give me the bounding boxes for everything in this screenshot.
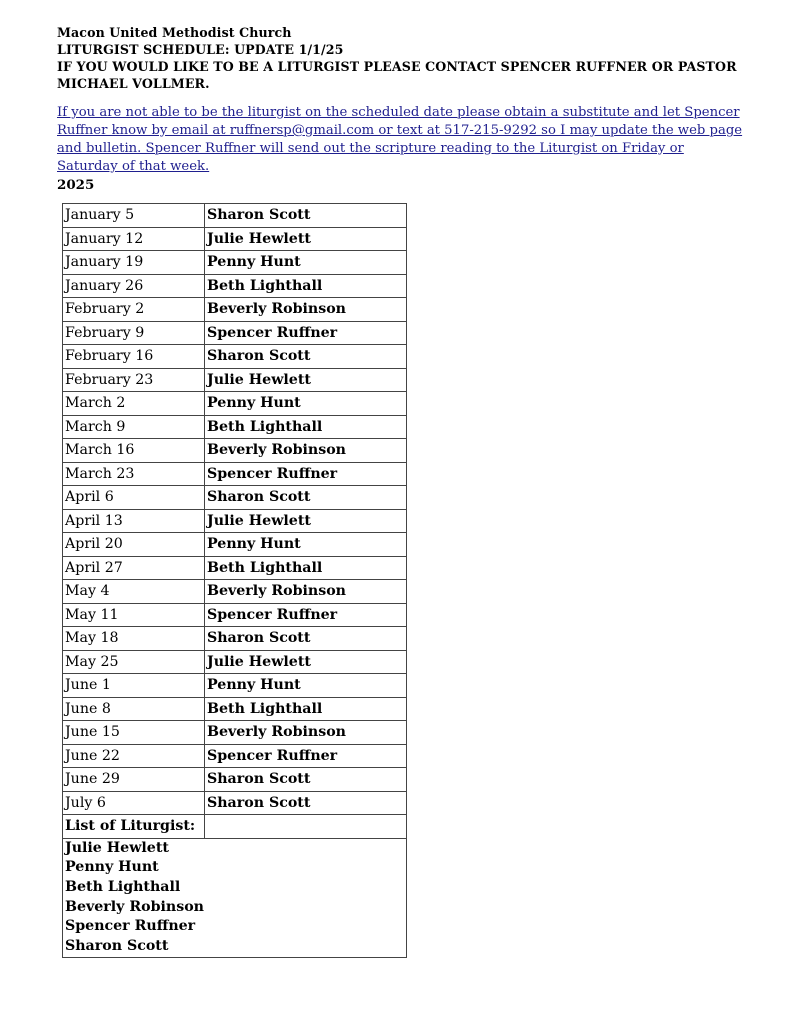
schedule-row (63, 603, 407, 627)
schedule-liturgist-cell: Sharon Scott (205, 204, 407, 228)
schedule-liturgist-cell: Sharon Scott (205, 768, 407, 792)
schedule-date-cell: July 6 (63, 791, 205, 815)
church-name: Macon United Methodist Church (57, 25, 292, 40)
schedule-liturgist-cell: Beverly Robinson (205, 298, 407, 322)
schedule-row (63, 556, 407, 580)
schedule-row (63, 674, 407, 698)
substitute-notice[interactable]: If you are not able to be the liturgist on the scheduled date please obtain a substitute and let Spencer Ruffner know by email at ruffnersp@gmail.com or text at 517-215-9292 so I may update the web page and bulletin. Spencer Ruffner will send out the scripture reading to the Liturgist on Friday or Saturday of that week. (57, 105, 743, 174)
liturgist-list-item: Julie Hewlett (65, 839, 169, 856)
schedule-liturgist-cell: Spencer Ruffner (205, 603, 407, 627)
schedule-title: LITURGIST SCHEDULE: UPDATE 1/1/25 (57, 42, 344, 57)
schedule-date-cell: April 13 (63, 509, 205, 533)
schedule-liturgist-cell: Penny Hunt (205, 674, 407, 698)
schedule-table-body (63, 204, 407, 815)
schedule-liturgist-cell: Beth Lighthall (205, 415, 407, 439)
schedule-row (63, 274, 407, 298)
schedule-row (63, 744, 407, 768)
schedule-liturgist-cell: Penny Hunt (205, 533, 407, 557)
liturgist-list-header-row (63, 815, 407, 839)
schedule-date-cell: January 26 (63, 274, 205, 298)
schedule-date-cell: February 2 (63, 298, 205, 322)
schedule-date-cell: May 4 (63, 580, 205, 604)
schedule-date-cell: April 6 (63, 486, 205, 510)
schedule-date-cell: May 18 (63, 627, 205, 651)
liturgist-list-cell (63, 838, 407, 957)
liturgist-list-row (63, 838, 407, 957)
contact-line: IF YOU WOULD LIKE TO BE A LITURGIST PLEASE CONTACT SPENCER RUFFNER OR PASTOR MICHAEL VOLLMER. (57, 59, 737, 91)
schedule-date-cell: May 25 (63, 650, 205, 674)
schedule-date-cell: January 12 (63, 227, 205, 251)
schedule-liturgist-cell: Sharon Scott (205, 791, 407, 815)
schedule-liturgist-cell: Beth Lighthall (205, 556, 407, 580)
schedule-date-cell: April 20 (63, 533, 205, 557)
schedule-liturgist-cell: Beverly Robinson (205, 580, 407, 604)
schedule-date-cell: March 23 (63, 462, 205, 486)
liturgist-list-item: Beth Lighthall (65, 878, 181, 895)
schedule-liturgist-cell: Sharon Scott (205, 627, 407, 651)
schedule-liturgist-cell: Penny Hunt (205, 392, 407, 416)
schedule-year: 2025 (57, 177, 95, 193)
liturgist-list-item: Spencer Ruffner (65, 918, 196, 935)
schedule-liturgist-cell: Spencer Ruffner (205, 321, 407, 345)
schedule-date-cell: March 16 (63, 439, 205, 463)
schedule-row (63, 439, 407, 463)
schedule-row (63, 251, 407, 275)
schedule-liturgist-cell: Sharon Scott (205, 486, 407, 510)
schedule-date-cell: June 1 (63, 674, 205, 698)
schedule-liturgist-cell: Spencer Ruffner (205, 744, 407, 768)
schedule-date-cell: June 29 (63, 768, 205, 792)
liturgist-schedule-table (62, 203, 407, 958)
schedule-row (63, 721, 407, 745)
schedule-date-cell: June 22 (63, 744, 205, 768)
schedule-liturgist-cell: Penny Hunt (205, 251, 407, 275)
schedule-date-cell: February 16 (63, 345, 205, 369)
schedule-row (63, 298, 407, 322)
liturgist-list-heading: List of Liturgist: (63, 815, 205, 839)
schedule-date-cell: February 23 (63, 368, 205, 392)
schedule-row (63, 509, 407, 533)
schedule-row (63, 768, 407, 792)
schedule-liturgist-cell: Julie Hewlett (205, 650, 407, 674)
schedule-row (63, 697, 407, 721)
schedule-date-cell: January 5 (63, 204, 205, 228)
schedule-date-cell: January 19 (63, 251, 205, 275)
liturgist-list-empty-cell (205, 815, 407, 839)
schedule-row (63, 415, 407, 439)
schedule-date-cell: February 9 (63, 321, 205, 345)
schedule-liturgist-cell: Sharon Scott (205, 345, 407, 369)
schedule-liturgist-cell: Beth Lighthall (205, 697, 407, 721)
schedule-liturgist-cell: Beth Lighthall (205, 274, 407, 298)
schedule-date-cell: June 15 (63, 721, 205, 745)
document-page (57, 24, 757, 193)
schedule-liturgist-cell: Julie Hewlett (205, 368, 407, 392)
schedule-date-cell: May 11 (63, 603, 205, 627)
schedule-liturgist-cell: Julie Hewlett (205, 509, 407, 533)
schedule-liturgist-cell: Beverly Robinson (205, 721, 407, 745)
schedule-row (63, 791, 407, 815)
schedule-row (63, 368, 407, 392)
schedule-row (63, 627, 407, 651)
liturgist-list-section (63, 815, 407, 958)
schedule-date-cell: April 27 (63, 556, 205, 580)
schedule-row (63, 486, 407, 510)
schedule-date-cell: March 9 (63, 415, 205, 439)
schedule-row (63, 392, 407, 416)
schedule-date-cell: June 8 (63, 697, 205, 721)
liturgist-list-item: Beverly Robinson (65, 898, 204, 915)
schedule-row (63, 227, 407, 251)
schedule-row (63, 204, 407, 228)
schedule-row (63, 650, 407, 674)
schedule-row (63, 462, 407, 486)
schedule-liturgist-cell: Spencer Ruffner (205, 462, 407, 486)
schedule-row (63, 533, 407, 557)
liturgist-list-item: Sharon Scott (65, 938, 169, 955)
liturgist-list-item: Penny Hunt (65, 859, 159, 876)
schedule-liturgist-cell: Julie Hewlett (205, 227, 407, 251)
schedule-row (63, 580, 407, 604)
schedule-row (63, 321, 407, 345)
schedule-liturgist-cell: Beverly Robinson (205, 439, 407, 463)
schedule-date-cell: March 2 (63, 392, 205, 416)
schedule-row (63, 345, 407, 369)
